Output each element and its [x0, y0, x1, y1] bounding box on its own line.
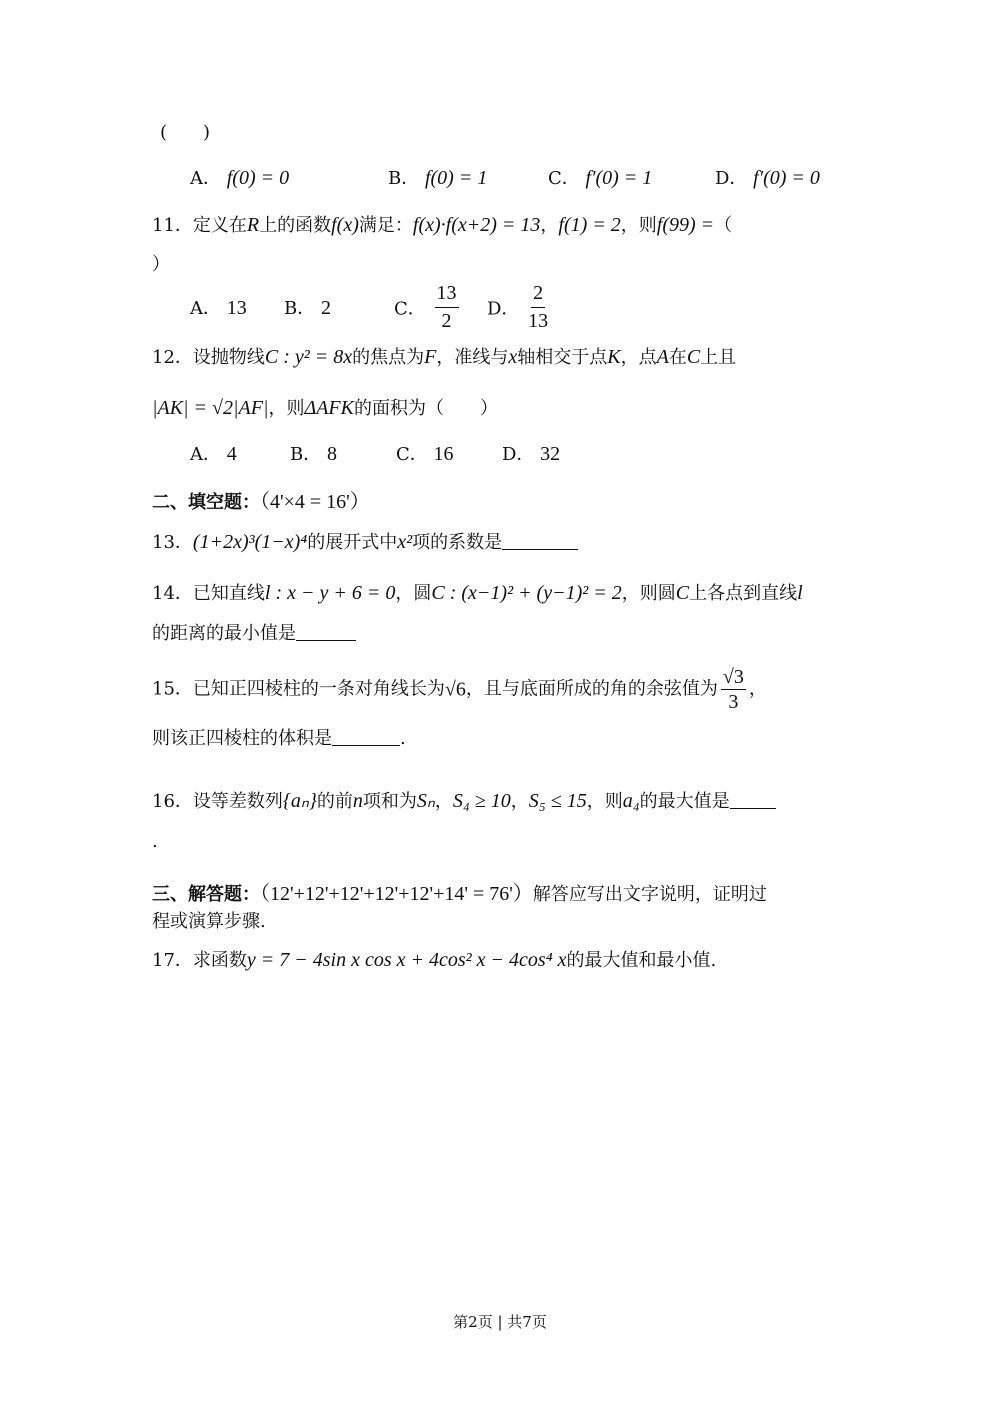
section-2-heading — [152, 492, 370, 512]
stem-text: . — [400, 728, 406, 749]
option-label: A． — [190, 168, 221, 189]
q11-stem — [152, 215, 732, 235]
stem-math: (1+2x)³(1−x)⁴ — [192, 531, 308, 553]
stem-math: |AK| = √2|AF| — [152, 397, 269, 419]
option-label: B． — [388, 168, 420, 189]
stem-math: l — [797, 582, 803, 604]
option-value: 2 — [320, 297, 331, 319]
q12-option-d — [502, 440, 560, 466]
option-math: f′(0) = 1 — [585, 167, 653, 189]
stem-text: 则该正四棱柱的体积是 — [152, 728, 332, 749]
q12-stem — [152, 347, 736, 367]
answer-blank — [502, 533, 578, 550]
q14-stem-line2 — [152, 624, 356, 643]
stem-text: 的距离的最小值是 — [152, 623, 296, 644]
q17-stem — [152, 950, 716, 970]
stem-math: √6 — [444, 678, 466, 701]
stem-math: y = 7 − 4sin x cos x + 4cos² x − 4cos⁴ x — [246, 949, 567, 971]
option-math: f(0) = 0 — [226, 167, 290, 189]
q10-option-a — [190, 164, 289, 190]
stem-text: 已知直线 — [192, 583, 265, 604]
q12-option-c — [396, 440, 454, 466]
option-label: C． — [396, 444, 428, 465]
option-label: D． — [502, 444, 535, 465]
option-label: B． — [284, 298, 316, 319]
option-value: 4 — [226, 443, 237, 465]
stem-math: x — [508, 346, 518, 368]
q16-stem-line2: . — [152, 831, 158, 852]
stem-text: 项和为 — [362, 791, 417, 812]
stem-text: 的焦点为 — [352, 347, 425, 368]
answer-blank — [296, 624, 356, 641]
question-number: 17． — [152, 950, 193, 971]
stem-math: F — [424, 346, 437, 368]
stem-text: 定义在 — [192, 215, 247, 236]
answer-blank — [332, 729, 400, 746]
stem-text: ，圆 — [395, 583, 432, 604]
question-number: 11． — [152, 215, 193, 236]
stem-text: 的最大值和最小值. — [566, 950, 717, 971]
q13-stem — [152, 532, 578, 552]
fraction-denominator: 2 — [441, 310, 452, 332]
stem-math: Sₙ — [416, 790, 435, 812]
section-instructions: 解答应写出文字说明，证明过 — [532, 884, 767, 905]
stem-text: 上的函数 — [259, 215, 332, 236]
stem-text: ，点 — [620, 347, 657, 368]
fraction-denominator: 3 — [728, 691, 739, 713]
q11-option-d — [487, 282, 551, 333]
option-label: A． — [190, 298, 221, 319]
stem-text: （ — [714, 215, 733, 236]
option-value: 8 — [326, 443, 337, 465]
fraction — [721, 667, 746, 712]
q10-option-b — [388, 164, 487, 190]
option-math: f(0) = 1 — [424, 167, 488, 189]
fraction-denominator: 13 — [528, 310, 549, 332]
option-value: 16 — [433, 443, 454, 465]
section-3-heading-line2: 程或演算步骤. — [152, 911, 266, 932]
stem-math: f(1) = 2 — [558, 214, 621, 236]
stem-text: 求函数 — [192, 950, 247, 971]
stem-text: 的面积为（ ） — [353, 398, 498, 419]
stem-text: ，准线与 — [436, 347, 509, 368]
q11-stem-cont: ） — [152, 254, 170, 275]
stem-text: ， — [510, 791, 529, 812]
stem-text: 设等差数列 — [192, 791, 283, 812]
stem-text: 满足： — [358, 215, 413, 236]
section-3-heading — [152, 884, 767, 904]
stem-text: 已知正四棱柱的一条对角线长为 — [192, 678, 445, 700]
fraction — [435, 282, 459, 333]
question-number: 13． — [152, 532, 193, 553]
fraction-numerator: 2 — [531, 282, 545, 308]
q10-option-c — [548, 164, 652, 190]
fraction — [528, 282, 548, 333]
stem-math: a₄ — [622, 790, 640, 812]
q16-stem — [152, 791, 776, 811]
stem-text: 轴相交于点 — [517, 347, 608, 368]
stem-math: C — [686, 346, 701, 368]
stem-math: f(x) — [331, 214, 359, 236]
section-title: 三、解答题： — [152, 884, 260, 905]
stem-text: ， — [540, 215, 559, 236]
section-title: 二、填空题： — [152, 492, 260, 513]
stem-math: f(x)·f(x+2) = 13 — [412, 214, 541, 236]
option-label: D． — [487, 298, 520, 320]
stem-text: 设抛物线 — [192, 347, 265, 368]
q12-option-b — [290, 440, 337, 466]
stem-math: x² — [397, 531, 413, 553]
option-label: B． — [290, 444, 322, 465]
stem-text: ， — [748, 678, 767, 700]
question-number: 15． — [152, 678, 193, 700]
q15-stem — [152, 667, 767, 712]
stem-text: 的最大值是 — [639, 791, 730, 812]
stem-math: f(99) = — [656, 214, 715, 236]
option-label: C． — [394, 298, 426, 320]
stem-text: 上各点到直线 — [689, 583, 798, 604]
option-label: D． — [715, 168, 748, 189]
q10-answer-paren: ( ) — [160, 122, 211, 143]
q11-option-c — [394, 282, 462, 333]
question-number: 16． — [152, 791, 193, 812]
q11-option-b — [284, 294, 331, 320]
stem-text: 上且 — [700, 347, 737, 368]
fraction-numerator: √3 — [722, 666, 744, 688]
page-footer: 第2页 | 共7页 — [453, 1313, 547, 1331]
stem-text: 的前 — [316, 791, 353, 812]
stem-math: K — [607, 346, 621, 368]
q15-stem-line2 — [152, 729, 406, 748]
q12-stem-line2 — [152, 398, 498, 418]
stem-text: 的展开式中 — [307, 532, 398, 553]
question-number: 14． — [152, 583, 193, 604]
stem-math: S₄ ≥ 10 — [452, 790, 511, 812]
option-label: A． — [190, 444, 221, 465]
stem-text: ， — [434, 791, 453, 812]
section-score: （12'+12'+12'+12'+12'+14' = 76'） — [260, 883, 533, 905]
option-value: 13 — [226, 297, 247, 319]
stem-text: 在 — [668, 347, 687, 368]
stem-math: C — [675, 582, 690, 604]
stem-math: C : (x−1)² + (y−1)² = 2 — [431, 582, 622, 604]
stem-text: ，且与底面所成的角的余弦值为 — [465, 678, 718, 700]
stem-math: R — [246, 214, 260, 236]
section-score: （4'×4 = 16'） — [260, 491, 370, 513]
q12-option-a — [190, 440, 237, 466]
stem-math: C : y² = 8x — [264, 346, 353, 368]
q10-option-d — [715, 164, 820, 190]
stem-math: ΔAFK — [304, 397, 354, 419]
fraction-numerator: 13 — [435, 282, 459, 308]
stem-text: 项的系数是 — [412, 532, 503, 553]
stem-text: ，则圆 — [621, 583, 676, 604]
stem-math: {aₙ} — [282, 790, 317, 812]
stem-math: n — [352, 790, 363, 812]
question-number: 12． — [152, 347, 193, 368]
answer-blank — [730, 792, 776, 809]
stem-math: A — [656, 346, 669, 368]
stem-math: S₅ ≤ 15 — [528, 790, 587, 812]
q14-stem — [152, 583, 803, 603]
option-value: 32 — [540, 443, 561, 465]
q11-option-a — [190, 294, 247, 320]
option-math: f′(0) = 0 — [753, 167, 820, 189]
stem-text: ，则 — [586, 791, 623, 812]
option-label: C． — [548, 168, 580, 189]
stem-text: ，则 — [268, 398, 305, 419]
stem-math: l : x − y + 6 = 0 — [264, 582, 396, 604]
stem-text: ，则 — [620, 215, 657, 236]
